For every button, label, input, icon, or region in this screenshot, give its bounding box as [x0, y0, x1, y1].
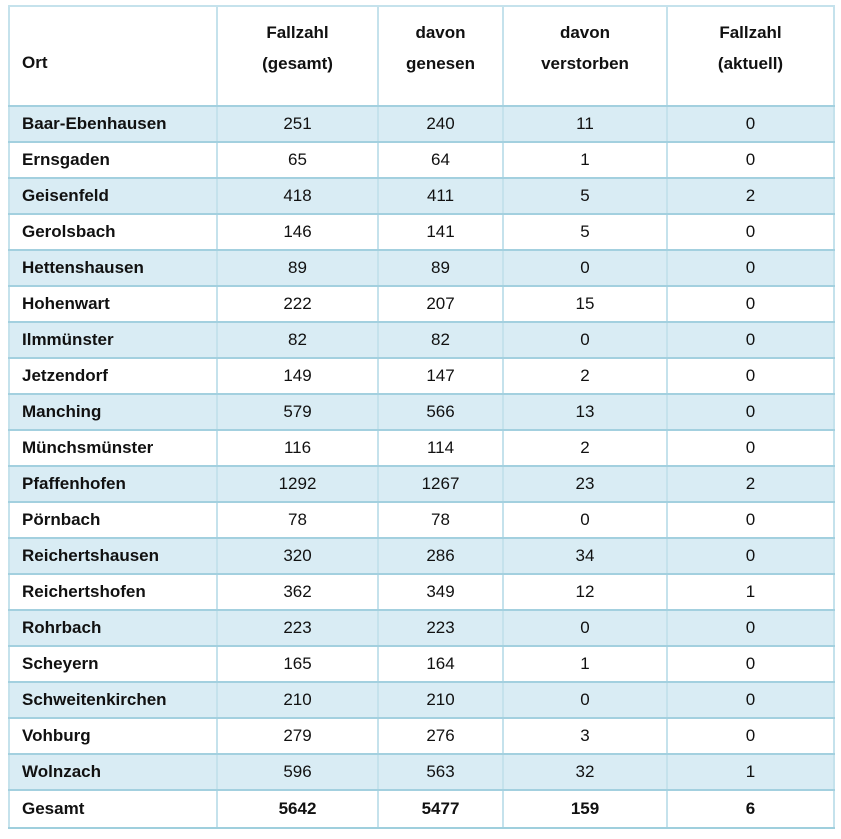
value-cell: 0 — [503, 682, 667, 718]
value-cell: 114 — [378, 430, 503, 466]
table-row — [9, 214, 834, 250]
value-cell: 34 — [503, 538, 667, 574]
ort-cell: Baar-Ebenhausen — [9, 106, 217, 142]
value-cell: 2 — [503, 358, 667, 394]
value-cell: 15 — [503, 286, 667, 322]
header-row — [9, 6, 834, 106]
column-header-gesamt — [217, 6, 378, 106]
value-cell: 13 — [503, 394, 667, 430]
value-cell: 1 — [503, 646, 667, 682]
value-cell: 411 — [378, 178, 503, 214]
table-row — [9, 250, 834, 286]
value-cell: 0 — [667, 214, 834, 250]
total-row — [9, 790, 834, 828]
column-header-verstorben — [503, 6, 667, 106]
value-cell: 2 — [503, 430, 667, 466]
column-header-line: Fallzahl — [266, 23, 329, 42]
value-cell: 0 — [667, 502, 834, 538]
table-row — [9, 646, 834, 682]
value-cell: 286 — [378, 538, 503, 574]
table-row — [9, 178, 834, 214]
value-cell: 0 — [667, 358, 834, 394]
ort-cell: Pörnbach — [9, 502, 217, 538]
ort-cell: Hettenshausen — [9, 250, 217, 286]
covid-cases-table — [8, 5, 835, 829]
value-cell: 251 — [217, 106, 378, 142]
value-cell: 1 — [667, 574, 834, 610]
value-cell: 320 — [217, 538, 378, 574]
ort-cell: Geisenfeld — [9, 178, 217, 214]
value-cell: 579 — [217, 394, 378, 430]
ort-cell: Scheyern — [9, 646, 217, 682]
value-cell: 222 — [217, 286, 378, 322]
value-cell: 116 — [217, 430, 378, 466]
value-cell: 0 — [667, 286, 834, 322]
table-row — [9, 358, 834, 394]
value-cell: 78 — [217, 502, 378, 538]
table-row — [9, 754, 834, 790]
value-cell: 1 — [503, 142, 667, 178]
column-header-line: davon — [559, 23, 611, 42]
ort-cell: Reichertshausen — [9, 538, 217, 574]
table-row — [9, 538, 834, 574]
ort-cell: Ilmmünster — [9, 322, 217, 358]
ort-cell: Hohenwart — [9, 286, 217, 322]
column-header-ort — [9, 6, 217, 106]
value-cell: 5 — [503, 178, 667, 214]
value-cell: 0 — [667, 322, 834, 358]
value-cell: 65 — [217, 142, 378, 178]
column-header-aktuell — [667, 6, 834, 106]
ort-cell: Manching — [9, 394, 217, 430]
table-row — [9, 574, 834, 610]
table-row — [9, 610, 834, 646]
value-cell: 159 — [503, 790, 667, 828]
value-cell: 2 — [667, 466, 834, 502]
value-cell: 0 — [667, 646, 834, 682]
value-cell: 89 — [217, 250, 378, 286]
column-header-line: (gesamt) — [262, 54, 333, 73]
value-cell: 64 — [378, 142, 503, 178]
value-cell: 1267 — [378, 466, 503, 502]
value-cell: 149 — [217, 358, 378, 394]
table-row — [9, 106, 834, 142]
table-row — [9, 466, 834, 502]
value-cell: 223 — [378, 610, 503, 646]
value-cell: 0 — [503, 610, 667, 646]
covid-cases-table-container — [8, 5, 835, 829]
value-cell: 11 — [503, 106, 667, 142]
value-cell: 362 — [217, 574, 378, 610]
ort-cell: Vohburg — [9, 718, 217, 754]
value-cell: 1 — [667, 754, 834, 790]
ort-cell: Gerolsbach — [9, 214, 217, 250]
value-cell: 566 — [378, 394, 503, 430]
value-cell: 0 — [667, 682, 834, 718]
value-cell: 0 — [667, 250, 834, 286]
ort-cell: Reichertshofen — [9, 574, 217, 610]
value-cell: 78 — [378, 502, 503, 538]
value-cell: 146 — [217, 214, 378, 250]
value-cell: 5477 — [378, 790, 503, 828]
ort-cell: Gesamt — [9, 790, 217, 828]
value-cell: 207 — [378, 286, 503, 322]
column-header-line: Ort — [22, 53, 48, 72]
value-cell: 82 — [378, 322, 503, 358]
table-row — [9, 430, 834, 466]
ort-cell: Schweitenkirchen — [9, 682, 217, 718]
value-cell: 0 — [503, 250, 667, 286]
table-row — [9, 322, 834, 358]
value-cell: 276 — [378, 718, 503, 754]
column-header-line: Fallzahl — [719, 23, 782, 42]
value-cell: 0 — [503, 502, 667, 538]
value-cell: 210 — [217, 682, 378, 718]
value-cell: 23 — [503, 466, 667, 502]
table-row — [9, 502, 834, 538]
table-row — [9, 142, 834, 178]
value-cell: 164 — [378, 646, 503, 682]
value-cell: 0 — [667, 106, 834, 142]
value-cell: 147 — [378, 358, 503, 394]
ort-cell: Rohrbach — [9, 610, 217, 646]
value-cell: 349 — [378, 574, 503, 610]
ort-cell: Wolnzach — [9, 754, 217, 790]
value-cell: 0 — [503, 322, 667, 358]
value-cell: 596 — [217, 754, 378, 790]
value-cell: 165 — [217, 646, 378, 682]
value-cell: 210 — [378, 682, 503, 718]
value-cell: 0 — [667, 142, 834, 178]
value-cell: 89 — [378, 250, 503, 286]
value-cell: 563 — [378, 754, 503, 790]
value-cell: 279 — [217, 718, 378, 754]
ort-cell: Jetzendorf — [9, 358, 217, 394]
value-cell: 3 — [503, 718, 667, 754]
table-row — [9, 718, 834, 754]
ort-cell: Münchsmünster — [9, 430, 217, 466]
value-cell: 5 — [503, 214, 667, 250]
value-cell: 82 — [217, 322, 378, 358]
value-cell: 1292 — [217, 466, 378, 502]
value-cell: 240 — [378, 106, 503, 142]
table-row — [9, 682, 834, 718]
value-cell: 141 — [378, 214, 503, 250]
column-header-line: genesen — [406, 54, 475, 73]
column-header-line: davon — [415, 23, 466, 42]
value-cell: 32 — [503, 754, 667, 790]
table-row — [9, 394, 834, 430]
value-cell: 0 — [667, 430, 834, 466]
value-cell: 12 — [503, 574, 667, 610]
column-header-genesen — [378, 6, 503, 106]
value-cell: 223 — [217, 610, 378, 646]
column-header-line: (aktuell) — [717, 54, 784, 73]
table-row — [9, 286, 834, 322]
table-header — [9, 6, 834, 106]
value-cell: 0 — [667, 538, 834, 574]
column-header-line: verstorben — [541, 54, 629, 73]
value-cell: 418 — [217, 178, 378, 214]
table-body — [9, 106, 834, 828]
value-cell: 0 — [667, 610, 834, 646]
value-cell: 5642 — [217, 790, 378, 828]
value-cell: 2 — [667, 178, 834, 214]
value-cell: 0 — [667, 718, 834, 754]
ort-cell: Ernsgaden — [9, 142, 217, 178]
value-cell: 0 — [667, 394, 834, 430]
value-cell: 6 — [667, 790, 834, 828]
ort-cell: Pfaffenhofen — [9, 466, 217, 502]
